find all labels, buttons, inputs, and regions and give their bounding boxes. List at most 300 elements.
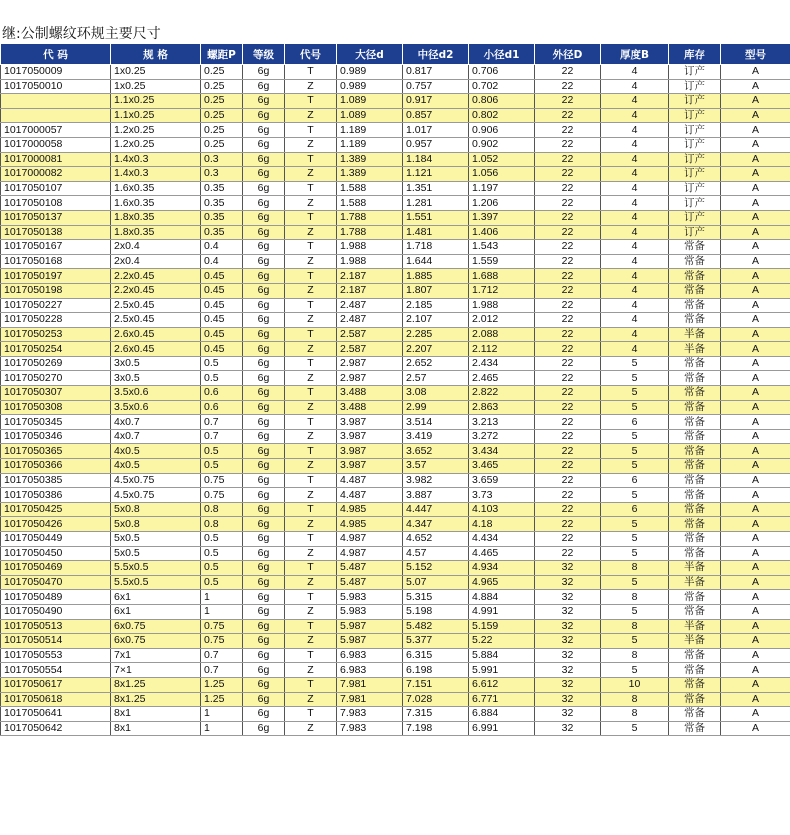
- cell-model: A: [721, 634, 790, 649]
- table-row: [1, 415, 790, 430]
- cell-type-code: Z: [285, 313, 337, 328]
- header-stock: 库存: [669, 44, 721, 65]
- table-row: [1, 517, 790, 532]
- cell-grade: 6g: [243, 123, 285, 138]
- cell-pitch-diameter: 3.514: [403, 415, 469, 430]
- cell-major-diameter: 1.988: [337, 254, 403, 269]
- cell-spec: 2.6x0.45: [111, 327, 201, 342]
- cell-stock: 常备: [669, 400, 721, 415]
- cell-pitch: 0.5: [201, 371, 243, 386]
- cell-outer-diameter: 22: [535, 240, 601, 255]
- cell-major-diameter: 5.487: [337, 575, 403, 590]
- cell-code: 1017050254: [1, 342, 111, 357]
- cell-pitch-diameter: 5.198: [403, 604, 469, 619]
- cell-pitch: 0.7: [201, 429, 243, 444]
- cell-outer-diameter: 22: [535, 210, 601, 225]
- cell-outer-diameter: 22: [535, 371, 601, 386]
- cell-spec: 1.4x0.3: [111, 152, 201, 167]
- cell-thickness: 4: [601, 196, 669, 211]
- cell-major-diameter: 5.987: [337, 619, 403, 634]
- cell-stock: 半备: [669, 575, 721, 590]
- cell-major-diameter: 1.089: [337, 108, 403, 123]
- cell-code: 1017050470: [1, 575, 111, 590]
- cell-model: A: [721, 692, 790, 707]
- cell-spec: 3.5x0.6: [111, 400, 201, 415]
- cell-major-diameter: 4.487: [337, 488, 403, 503]
- cell-outer-diameter: 32: [535, 634, 601, 649]
- cell-pitch: 0.5: [201, 532, 243, 547]
- cell-model: A: [721, 386, 790, 401]
- cell-stock: 订产: [669, 210, 721, 225]
- cell-stock: 订产: [669, 225, 721, 240]
- cell-major-diameter: 1.189: [337, 123, 403, 138]
- cell-outer-diameter: 22: [535, 225, 601, 240]
- cell-stock: 常备: [669, 502, 721, 517]
- cell-pitch-diameter: 3.982: [403, 473, 469, 488]
- cell-outer-diameter: 22: [535, 298, 601, 313]
- cell-type-code: T: [285, 532, 337, 547]
- cell-type-code: Z: [285, 137, 337, 152]
- table-row: [1, 137, 790, 152]
- cell-outer-diameter: 22: [535, 108, 601, 123]
- cell-pitch-diameter: 1.184: [403, 152, 469, 167]
- cell-type-code: T: [285, 677, 337, 692]
- cell-minor-diameter: 2.465: [469, 371, 535, 386]
- cell-minor-diameter: 4.965: [469, 575, 535, 590]
- cell-model: A: [721, 327, 790, 342]
- cell-outer-diameter: 22: [535, 517, 601, 532]
- cell-stock: 常备: [669, 254, 721, 269]
- cell-pitch: 1: [201, 707, 243, 722]
- cell-pitch-diameter: 0.817: [403, 65, 469, 80]
- cell-major-diameter: 1.189: [337, 137, 403, 152]
- cell-stock: 常备: [669, 473, 721, 488]
- cell-grade: 6g: [243, 181, 285, 196]
- cell-pitch-diameter: 7.151: [403, 677, 469, 692]
- table-row: [1, 327, 790, 342]
- cell-spec: 2x0.4: [111, 254, 201, 269]
- cell-type-code: Z: [285, 604, 337, 619]
- cell-major-diameter: 2.587: [337, 342, 403, 357]
- cell-type-code: T: [285, 152, 337, 167]
- cell-stock: 常备: [669, 677, 721, 692]
- cell-code: 1017050138: [1, 225, 111, 240]
- cell-model: A: [721, 298, 790, 313]
- header-model: 型号: [721, 44, 790, 65]
- cell-stock: 订产: [669, 123, 721, 138]
- cell-grade: 6g: [243, 692, 285, 707]
- cell-grade: 6g: [243, 283, 285, 298]
- cell-model: A: [721, 721, 790, 736]
- cell-model: A: [721, 517, 790, 532]
- cell-pitch: 0.7: [201, 663, 243, 678]
- cell-model: A: [721, 473, 790, 488]
- table-row: [1, 342, 790, 357]
- cell-code: 1017050198: [1, 283, 111, 298]
- cell-minor-diameter: 6.771: [469, 692, 535, 707]
- cell-thickness: 5: [601, 721, 669, 736]
- cell-grade: 6g: [243, 79, 285, 94]
- cell-type-code: T: [285, 561, 337, 576]
- cell-pitch-diameter: 3.419: [403, 429, 469, 444]
- cell-stock: 半备: [669, 634, 721, 649]
- cell-stock: 半备: [669, 619, 721, 634]
- cell-minor-diameter: 6.991: [469, 721, 535, 736]
- cell-spec: 5.5x0.5: [111, 575, 201, 590]
- cell-type-code: T: [285, 619, 337, 634]
- cell-type-code: T: [285, 356, 337, 371]
- cell-thickness: 8: [601, 692, 669, 707]
- cell-major-diameter: 5.983: [337, 604, 403, 619]
- cell-outer-diameter: 32: [535, 677, 601, 692]
- table-row: [1, 386, 790, 401]
- table-body: [1, 65, 790, 736]
- cell-pitch-diameter: 6.198: [403, 663, 469, 678]
- cell-thickness: 5: [601, 663, 669, 678]
- cell-stock: 订产: [669, 167, 721, 182]
- cell-pitch: 0.5: [201, 575, 243, 590]
- cell-spec: 1x0.25: [111, 65, 201, 80]
- header-grade: 等级: [243, 44, 285, 65]
- cell-code: 1017050490: [1, 604, 111, 619]
- cell-spec: 6x0.75: [111, 634, 201, 649]
- cell-code: 1017050618: [1, 692, 111, 707]
- cell-type-code: T: [285, 415, 337, 430]
- cell-type-code: Z: [285, 663, 337, 678]
- cell-grade: 6g: [243, 356, 285, 371]
- cell-model: A: [721, 225, 790, 240]
- cell-type-code: Z: [285, 546, 337, 561]
- cell-stock: 常备: [669, 459, 721, 474]
- cell-code: 1017050489: [1, 590, 111, 605]
- cell-thickness: 4: [601, 152, 669, 167]
- cell-stock: 常备: [669, 371, 721, 386]
- cell-pitch-diameter: 2.652: [403, 356, 469, 371]
- cell-stock: 常备: [669, 532, 721, 547]
- cell-model: A: [721, 677, 790, 692]
- cell-type-code: T: [285, 123, 337, 138]
- cell-pitch: 0.7: [201, 648, 243, 663]
- cell-thickness: 8: [601, 707, 669, 722]
- cell-model: A: [721, 619, 790, 634]
- cell-model: A: [721, 167, 790, 182]
- cell-grade: 6g: [243, 677, 285, 692]
- cell-spec: 6x1: [111, 590, 201, 605]
- cell-model: A: [721, 137, 790, 152]
- cell-thickness: 8: [601, 590, 669, 605]
- header-major-diameter: 大径d: [337, 44, 403, 65]
- cell-pitch: 0.7: [201, 415, 243, 430]
- cell-spec: 1.1x0.25: [111, 108, 201, 123]
- cell-spec: 1.6x0.35: [111, 196, 201, 211]
- cell-pitch-diameter: 1.807: [403, 283, 469, 298]
- cell-code: 1017050227: [1, 298, 111, 313]
- cell-minor-diameter: 1.688: [469, 269, 535, 284]
- cell-stock: 订产: [669, 79, 721, 94]
- table-row: [1, 590, 790, 605]
- cell-major-diameter: 3.987: [337, 429, 403, 444]
- cell-type-code: Z: [285, 196, 337, 211]
- cell-stock: 常备: [669, 721, 721, 736]
- cell-grade: 6g: [243, 707, 285, 722]
- table-row: [1, 721, 790, 736]
- table-row: [1, 196, 790, 211]
- cell-stock: 订产: [669, 137, 721, 152]
- cell-model: A: [721, 123, 790, 138]
- cell-stock: 常备: [669, 415, 721, 430]
- cell-spec: 6x1: [111, 604, 201, 619]
- cell-thickness: 4: [601, 79, 669, 94]
- cell-model: A: [721, 371, 790, 386]
- cell-thickness: 4: [601, 225, 669, 240]
- cell-pitch: 0.5: [201, 459, 243, 474]
- cell-minor-diameter: 3.272: [469, 429, 535, 444]
- cell-pitch: 1: [201, 721, 243, 736]
- cell-outer-diameter: 22: [535, 488, 601, 503]
- cell-spec: 4.5x0.75: [111, 488, 201, 503]
- cell-pitch-diameter: 5.482: [403, 619, 469, 634]
- cell-pitch-diameter: 1.718: [403, 240, 469, 255]
- cell-pitch: 0.45: [201, 283, 243, 298]
- cell-code: 1017050307: [1, 386, 111, 401]
- cell-pitch: 0.75: [201, 634, 243, 649]
- cell-outer-diameter: 22: [535, 429, 601, 444]
- cell-grade: 6g: [243, 225, 285, 240]
- cell-thickness: 5: [601, 386, 669, 401]
- cell-pitch: 0.35: [201, 210, 243, 225]
- cell-thickness: 4: [601, 137, 669, 152]
- cell-stock: 常备: [669, 356, 721, 371]
- cell-grade: 6g: [243, 502, 285, 517]
- cell-model: A: [721, 532, 790, 547]
- cell-grade: 6g: [243, 459, 285, 474]
- cell-type-code: T: [285, 590, 337, 605]
- cell-thickness: 5: [601, 371, 669, 386]
- table-row: [1, 488, 790, 503]
- cell-pitch: 1.25: [201, 677, 243, 692]
- table-row: [1, 181, 790, 196]
- cell-code: 1017050641: [1, 707, 111, 722]
- cell-outer-diameter: 22: [535, 283, 601, 298]
- cell-model: A: [721, 488, 790, 503]
- cell-thickness: 4: [601, 327, 669, 342]
- cell-minor-diameter: 1.988: [469, 298, 535, 313]
- cell-outer-diameter: 22: [535, 269, 601, 284]
- cell-model: A: [721, 400, 790, 415]
- cell-model: A: [721, 648, 790, 663]
- cell-outer-diameter: 32: [535, 663, 601, 678]
- cell-pitch-diameter: 1.551: [403, 210, 469, 225]
- cell-major-diameter: 1.389: [337, 152, 403, 167]
- cell-grade: 6g: [243, 371, 285, 386]
- header-pitch-diameter: 中径d2: [403, 44, 469, 65]
- table-row: [1, 283, 790, 298]
- cell-major-diameter: 7.983: [337, 707, 403, 722]
- header-minor-diameter: 小径d1: [469, 44, 535, 65]
- cell-thickness: 5: [601, 517, 669, 532]
- cell-spec: 1.2x0.25: [111, 123, 201, 138]
- cell-spec: 3.5x0.6: [111, 386, 201, 401]
- cell-pitch: 0.5: [201, 444, 243, 459]
- cell-pitch-diameter: 2.185: [403, 298, 469, 313]
- cell-minor-diameter: 0.906: [469, 123, 535, 138]
- cell-stock: 常备: [669, 444, 721, 459]
- cell-grade: 6g: [243, 327, 285, 342]
- cell-outer-diameter: 22: [535, 313, 601, 328]
- cell-thickness: 5: [601, 532, 669, 547]
- cell-pitch-diameter: 4.652: [403, 532, 469, 547]
- cell-type-code: T: [285, 473, 337, 488]
- table-row: [1, 459, 790, 474]
- cell-model: A: [721, 254, 790, 269]
- cell-minor-diameter: 2.822: [469, 386, 535, 401]
- cell-minor-diameter: 3.465: [469, 459, 535, 474]
- cell-major-diameter: 4.985: [337, 502, 403, 517]
- cell-minor-diameter: 0.706: [469, 65, 535, 80]
- cell-minor-diameter: 4.434: [469, 532, 535, 547]
- cell-code: 1017050642: [1, 721, 111, 736]
- cell-pitch-diameter: 1.281: [403, 196, 469, 211]
- cell-major-diameter: 1.089: [337, 94, 403, 109]
- cell-pitch-diameter: 4.57: [403, 546, 469, 561]
- cell-type-code: T: [285, 210, 337, 225]
- cell-code: 1017050385: [1, 473, 111, 488]
- cell-stock: 常备: [669, 663, 721, 678]
- cell-major-diameter: 0.989: [337, 65, 403, 80]
- cell-model: A: [721, 313, 790, 328]
- cell-spec: 2x0.4: [111, 240, 201, 255]
- cell-pitch-diameter: 5.152: [403, 561, 469, 576]
- cell-pitch: 0.6: [201, 400, 243, 415]
- cell-outer-diameter: 22: [535, 415, 601, 430]
- table-row: [1, 677, 790, 692]
- table-row: [1, 532, 790, 547]
- cell-spec: 2.2x0.45: [111, 283, 201, 298]
- cell-outer-diameter: 22: [535, 473, 601, 488]
- cell-type-code: Z: [285, 342, 337, 357]
- cell-outer-diameter: 22: [535, 532, 601, 547]
- cell-grade: 6g: [243, 517, 285, 532]
- cell-type-code: T: [285, 444, 337, 459]
- cell-grade: 6g: [243, 210, 285, 225]
- cell-major-diameter: 7.981: [337, 692, 403, 707]
- cell-major-diameter: 3.987: [337, 459, 403, 474]
- cell-pitch-diameter: 5.377: [403, 634, 469, 649]
- cell-major-diameter: 1.389: [337, 167, 403, 182]
- cell-minor-diameter: 2.863: [469, 400, 535, 415]
- cell-model: A: [721, 108, 790, 123]
- cell-spec: 1x0.25: [111, 79, 201, 94]
- table-row: [1, 634, 790, 649]
- table-row: [1, 400, 790, 415]
- cell-outer-diameter: 22: [535, 386, 601, 401]
- cell-code: 1017050449: [1, 532, 111, 547]
- cell-pitch: 0.45: [201, 342, 243, 357]
- cell-type-code: Z: [285, 283, 337, 298]
- cell-code: 1017050269: [1, 356, 111, 371]
- cell-pitch: 0.4: [201, 240, 243, 255]
- cell-pitch: 0.35: [201, 181, 243, 196]
- cell-spec: 4x0.7: [111, 415, 201, 430]
- cell-pitch: 0.25: [201, 137, 243, 152]
- table-row: [1, 444, 790, 459]
- cell-minor-diameter: 0.902: [469, 137, 535, 152]
- cell-type-code: Z: [285, 167, 337, 182]
- cell-spec: 4x0.5: [111, 459, 201, 474]
- cell-pitch-diameter: 2.99: [403, 400, 469, 415]
- cell-spec: 1.8x0.35: [111, 225, 201, 240]
- cell-thickness: 6: [601, 502, 669, 517]
- cell-code: 1017050514: [1, 634, 111, 649]
- cell-model: A: [721, 269, 790, 284]
- cell-grade: 6g: [243, 473, 285, 488]
- cell-code: [1, 94, 111, 109]
- cell-spec: 8x1: [111, 721, 201, 736]
- cell-grade: 6g: [243, 400, 285, 415]
- cell-minor-diameter: 1.406: [469, 225, 535, 240]
- cell-stock: 常备: [669, 707, 721, 722]
- table-row: [1, 79, 790, 94]
- cell-thickness: 4: [601, 65, 669, 80]
- cell-pitch-diameter: 2.207: [403, 342, 469, 357]
- cell-type-code: T: [285, 240, 337, 255]
- cell-code: 1017000058: [1, 137, 111, 152]
- table-row: [1, 502, 790, 517]
- cell-code: 1017050554: [1, 663, 111, 678]
- cell-model: A: [721, 707, 790, 722]
- cell-pitch-diameter: 1.481: [403, 225, 469, 240]
- cell-thickness: 4: [601, 298, 669, 313]
- cell-pitch-diameter: 0.957: [403, 137, 469, 152]
- cell-outer-diameter: 32: [535, 648, 601, 663]
- cell-pitch: 0.35: [201, 225, 243, 240]
- cell-pitch-diameter: 7.028: [403, 692, 469, 707]
- cell-spec: 1.2x0.25: [111, 137, 201, 152]
- cell-minor-diameter: 1.056: [469, 167, 535, 182]
- cell-pitch: 0.6: [201, 386, 243, 401]
- cell-code: 1017050168: [1, 254, 111, 269]
- cell-minor-diameter: 5.991: [469, 663, 535, 678]
- cell-thickness: 8: [601, 648, 669, 663]
- cell-pitch-diameter: 1.885: [403, 269, 469, 284]
- cell-type-code: Z: [285, 371, 337, 386]
- cell-pitch: 0.5: [201, 356, 243, 371]
- cell-major-diameter: 2.987: [337, 371, 403, 386]
- cell-grade: 6g: [243, 415, 285, 430]
- cell-major-diameter: 4.487: [337, 473, 403, 488]
- cell-major-diameter: 4.987: [337, 532, 403, 547]
- cell-outer-diameter: 22: [535, 327, 601, 342]
- cell-type-code: Z: [285, 108, 337, 123]
- cell-outer-diameter: 22: [535, 65, 601, 80]
- cell-type-code: T: [285, 327, 337, 342]
- cell-model: A: [721, 210, 790, 225]
- cell-code: 1017050346: [1, 429, 111, 444]
- cell-outer-diameter: 32: [535, 561, 601, 576]
- cell-pitch-diameter: 1.121: [403, 167, 469, 182]
- cell-spec: 4x0.5: [111, 444, 201, 459]
- cell-spec: 2.2x0.45: [111, 269, 201, 284]
- cell-grade: 6g: [243, 444, 285, 459]
- cell-minor-diameter: 1.543: [469, 240, 535, 255]
- cell-pitch-diameter: 2.107: [403, 313, 469, 328]
- cell-spec: 1.4x0.3: [111, 167, 201, 182]
- cell-type-code: T: [285, 65, 337, 80]
- cell-minor-diameter: 2.112: [469, 342, 535, 357]
- cell-stock: 常备: [669, 590, 721, 605]
- cell-minor-diameter: 4.934: [469, 561, 535, 576]
- cell-thickness: 4: [601, 342, 669, 357]
